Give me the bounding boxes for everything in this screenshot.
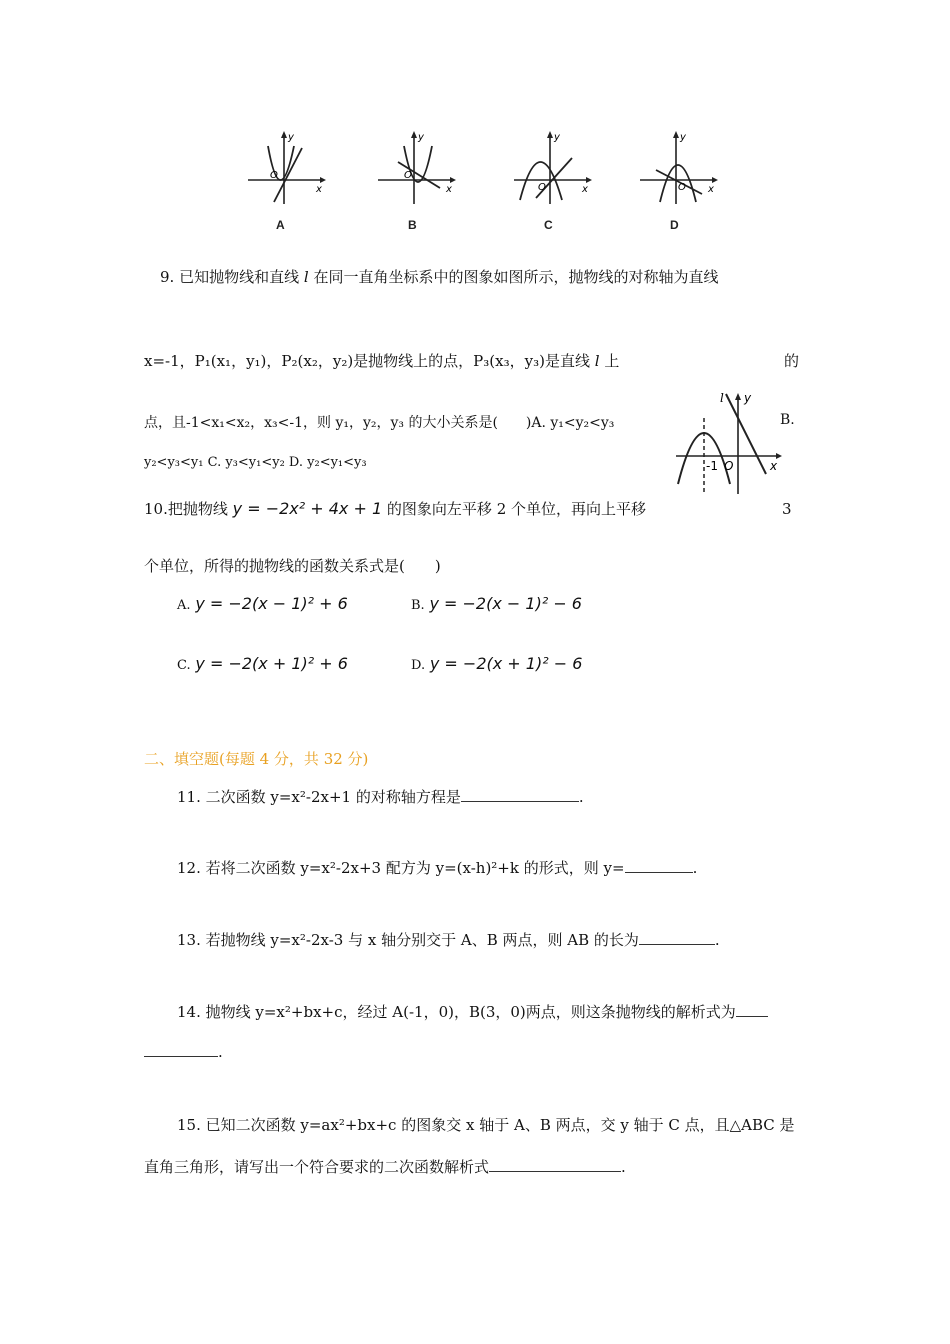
q14-answer-blank-cont[interactable] [144, 1042, 218, 1057]
q12 [177, 857, 697, 878]
q10-num3: 3 [782, 500, 792, 518]
q9-fig-l: l [720, 391, 724, 405]
q9-line2 [144, 350, 619, 371]
q9-figure [672, 388, 784, 498]
option-equation: y = −2(x − 1)² − 6 [429, 594, 582, 613]
q9-line1 [160, 266, 718, 287]
graph-b [374, 128, 458, 208]
q10-line2: 个单位，所得的抛物线的函数关系式是( ) [144, 557, 441, 575]
option-letter: B. [411, 598, 425, 613]
q10-line1 [144, 498, 646, 519]
svg-text:O: O [404, 170, 412, 181]
q15-line2 [144, 1156, 626, 1177]
option-letter: D. [411, 658, 426, 673]
q9-line2a-text: x=-1，P₁(x₁，y₁)，P₂(x₂，y₂)是抛物线上的点，P₃(x₃，y₃)是直线 [144, 352, 590, 370]
q11-end: . [578, 788, 584, 806]
q12-text: 12. 若将二次函数 y=x²-2x+3 配方为 y=(x-h)²+k 的形式，则 y= [177, 859, 625, 877]
q13-text: 13. 若抛物线 y=x²-2x-3 与 x 轴分别交于 A、B 两点，则 AB 的长为 [177, 931, 639, 949]
q9-fig-o: O [724, 459, 734, 473]
option-letter: A. [177, 598, 191, 613]
q14-answer-blank[interactable] [736, 1002, 768, 1017]
graph-label-b: B [408, 218, 417, 232]
q11-text: 11. 二次函数 y=x²-2x+1 的对称轴方程是 [177, 788, 461, 806]
q9-fig-x: x [770, 459, 778, 473]
q15-line2-text: 直角三角形，请写出一个符合要求的二次函数解析式 [144, 1158, 490, 1176]
svg-text:O: O [270, 170, 278, 181]
q10-equation: y = −2x² + 4x + 1 [232, 499, 383, 518]
graph-c [510, 128, 594, 208]
option-letter: C. [177, 658, 191, 673]
q14 [177, 1001, 768, 1022]
answer-graphs [240, 128, 720, 240]
option-equation: y = −2(x + 1)² − 6 [429, 654, 583, 673]
q9-line2c: 的 [784, 352, 800, 370]
svg-text:y: y [418, 132, 424, 143]
graph-label-a: A [276, 218, 285, 232]
graph-label-c: C [544, 218, 553, 232]
q13-end: . [714, 931, 720, 949]
q15-end: . [621, 1158, 626, 1176]
q12-answer-blank[interactable] [625, 858, 693, 873]
q9-l-symbol: l [303, 268, 309, 286]
q10-option-d[interactable] [411, 654, 582, 673]
graph-d [636, 128, 720, 208]
q14-end: . [218, 1043, 223, 1061]
svg-text:y: y [680, 132, 686, 143]
svg-text:x: x [316, 184, 322, 195]
svg-text:y: y [554, 132, 560, 143]
svg-text:O: O [538, 182, 546, 193]
option-equation: y = −2(x − 1)² + 6 [195, 594, 348, 613]
svg-text:O: O [678, 182, 686, 193]
q13-answer-blank[interactable] [639, 930, 715, 945]
graph-a [244, 128, 328, 208]
q11 [177, 786, 584, 807]
q9-line3b: B. [780, 412, 795, 428]
q9-line1-text: 9. 已知抛物线和直线 [160, 268, 300, 286]
q9-line3: 点，且-1<x₁<x₂，x₃<-1，则 y₁，y₂，y₃ 的大小关系是( )A. y₁<y₂<y₃ [144, 415, 615, 431]
q9-l-symbol-2: l [594, 352, 600, 370]
q9-line1b-text: 在同一直角坐标系中的图象如图所示，抛物线的对称轴为直线 [313, 268, 719, 286]
q9-fig-y: y [744, 391, 752, 405]
q13 [177, 929, 720, 950]
svg-text:y: y [288, 132, 294, 143]
q15-answer-blank[interactable] [489, 1157, 621, 1172]
q11-answer-blank[interactable] [461, 787, 579, 802]
graph-label-d: D [670, 218, 679, 232]
q10-option-c[interactable] [177, 654, 348, 673]
q14-cont [144, 1042, 223, 1061]
q12-end: . [692, 859, 698, 877]
q9-line2b-text: 上 [604, 352, 620, 370]
svg-text:x: x [582, 184, 588, 195]
q9-fig-minus1: -1 [706, 459, 718, 473]
svg-text:x: x [708, 184, 714, 195]
q9-line4: y₂<y₃<y₁ C. y₃<y₁<y₂ D. y₂<y₁<y₃ [144, 455, 367, 470]
q10-prefix: 10.把抛物线 [144, 500, 228, 518]
q10-suffix: 的图象向左平移 2 个单位，再向上平移 [386, 500, 647, 518]
q10-option-b[interactable] [411, 594, 582, 613]
q15-line1: 15. 已知二次函数 y=ax²+bx+c 的图象交 x 轴于 A、B 两点，交 y 轴于 C 点，且△ABC 是 [177, 1116, 795, 1134]
option-equation: y = −2(x + 1)² + 6 [195, 654, 348, 673]
q10-option-a[interactable] [177, 594, 348, 613]
q14-text: 14. 抛物线 y=x²+bx+c，经过 A(-1，0)，B(3，0)两点，则这条抛物线的解析式为 [177, 1003, 736, 1021]
svg-text:x: x [446, 184, 452, 195]
section-fill-in-title: 二、填空题(每题 4 分，共 32 分) [144, 750, 369, 768]
